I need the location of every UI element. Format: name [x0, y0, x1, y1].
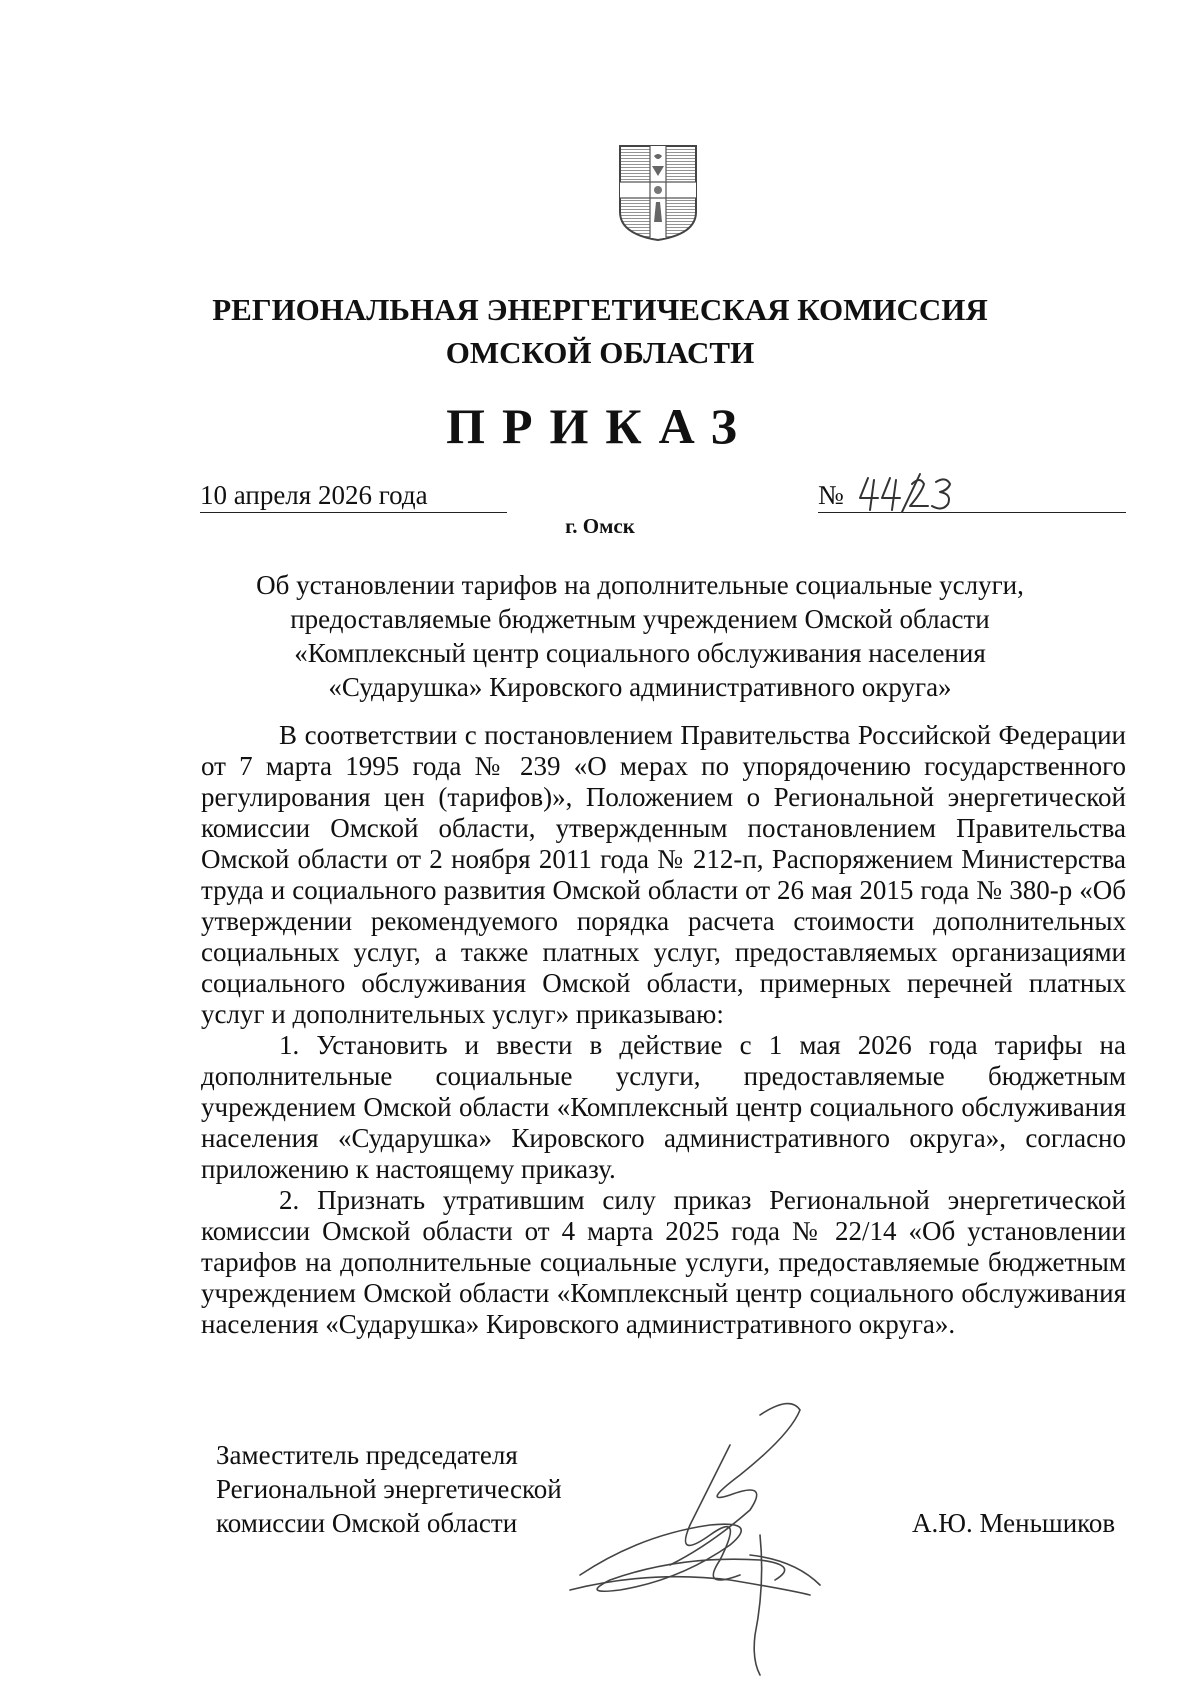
org-line-1: РЕГИОНАЛЬНАЯ ЭНЕРГЕТИЧЕСКАЯ КОМИССИЯ — [212, 292, 988, 327]
order-item-2: 2. Признать утратившим силу приказ Региональной энергетической комиссии Омской области от 4 марта 2025 года № 22/14 «Об установлении тарифов на дополнительные социальные услуги, предоставляемые бюджетным учреждением Омской области «Комплексный центр социального обслуживания населения «Сударушка» Кировского административного округа». — [201, 1185, 1126, 1339]
order-number-field — [818, 478, 1126, 513]
preamble-paragraph: В соответствии с постановлением Правительства Российской Федерации от 7 марта 1995 года № 239 «О мерах по упорядочению государственного регулирования цен (тарифов)», Положением о Региональной энергетической комиссии Омской области, утвержденным постановлением Правительства Омской области от 2 ноября 2011 года № 212-п, Распоряжением Министерства труда и социального развития Омской области от 26 мая 2015 года № 380-р «Об утверждении рекомендуемого порядка расчета стоимости дополнительных социальных услуг, а также платных услуг, предоставляемых организациями социального обслуживания Омской области, примерных перечней платных услуг и дополнительных услуг» приказываю: — [201, 720, 1126, 1029]
subject-line: предоставляемые бюджетным учреждением Омской области — [290, 604, 990, 634]
order-body — [201, 720, 1126, 1340]
handwritten-order-number — [858, 470, 978, 514]
number-sign: № — [818, 480, 844, 510]
signer-position-line: Региональной энергетической — [216, 1474, 562, 1504]
handwritten-signature — [560, 1385, 860, 1685]
order-date: 10 апреля 2026 года — [200, 480, 428, 510]
city-label: г. Омск — [565, 514, 635, 538]
signer-position — [216, 1438, 562, 1540]
order-date-field — [200, 478, 507, 513]
signer-name: А.Ю. Меньшиков — [912, 1508, 1116, 1538]
order-item-1: 1. Установить и ввести в действие с 1 мая 2026 года тарифы на дополнительные социальные услуги, предоставляемые бюджетным учреждением Омской области «Комплексный центр социального обслуживания населения «Сударушка» Кировского административного округа», согласно приложению к настоящему приказу. — [201, 1030, 1126, 1184]
subject-line: «Комплексный центр социального обслуживания населения — [294, 638, 986, 668]
order-subject — [200, 568, 1080, 704]
coat-of-arms-icon — [616, 142, 700, 242]
subject-line: Об установлении тарифов на дополнительные социальные услуги, — [256, 570, 1024, 600]
organization-name — [200, 288, 1000, 374]
document-type-title: ПРИКАЗ — [446, 398, 754, 454]
org-line-2: ОМСКОЙ ОБЛАСТИ — [445, 335, 755, 370]
signer-position-line: Заместитель председателя — [216, 1440, 518, 1470]
signer-position-line: комиссии Омской области — [216, 1508, 518, 1538]
subject-line: «Сударушка» Кировского административного округа» — [328, 672, 952, 702]
